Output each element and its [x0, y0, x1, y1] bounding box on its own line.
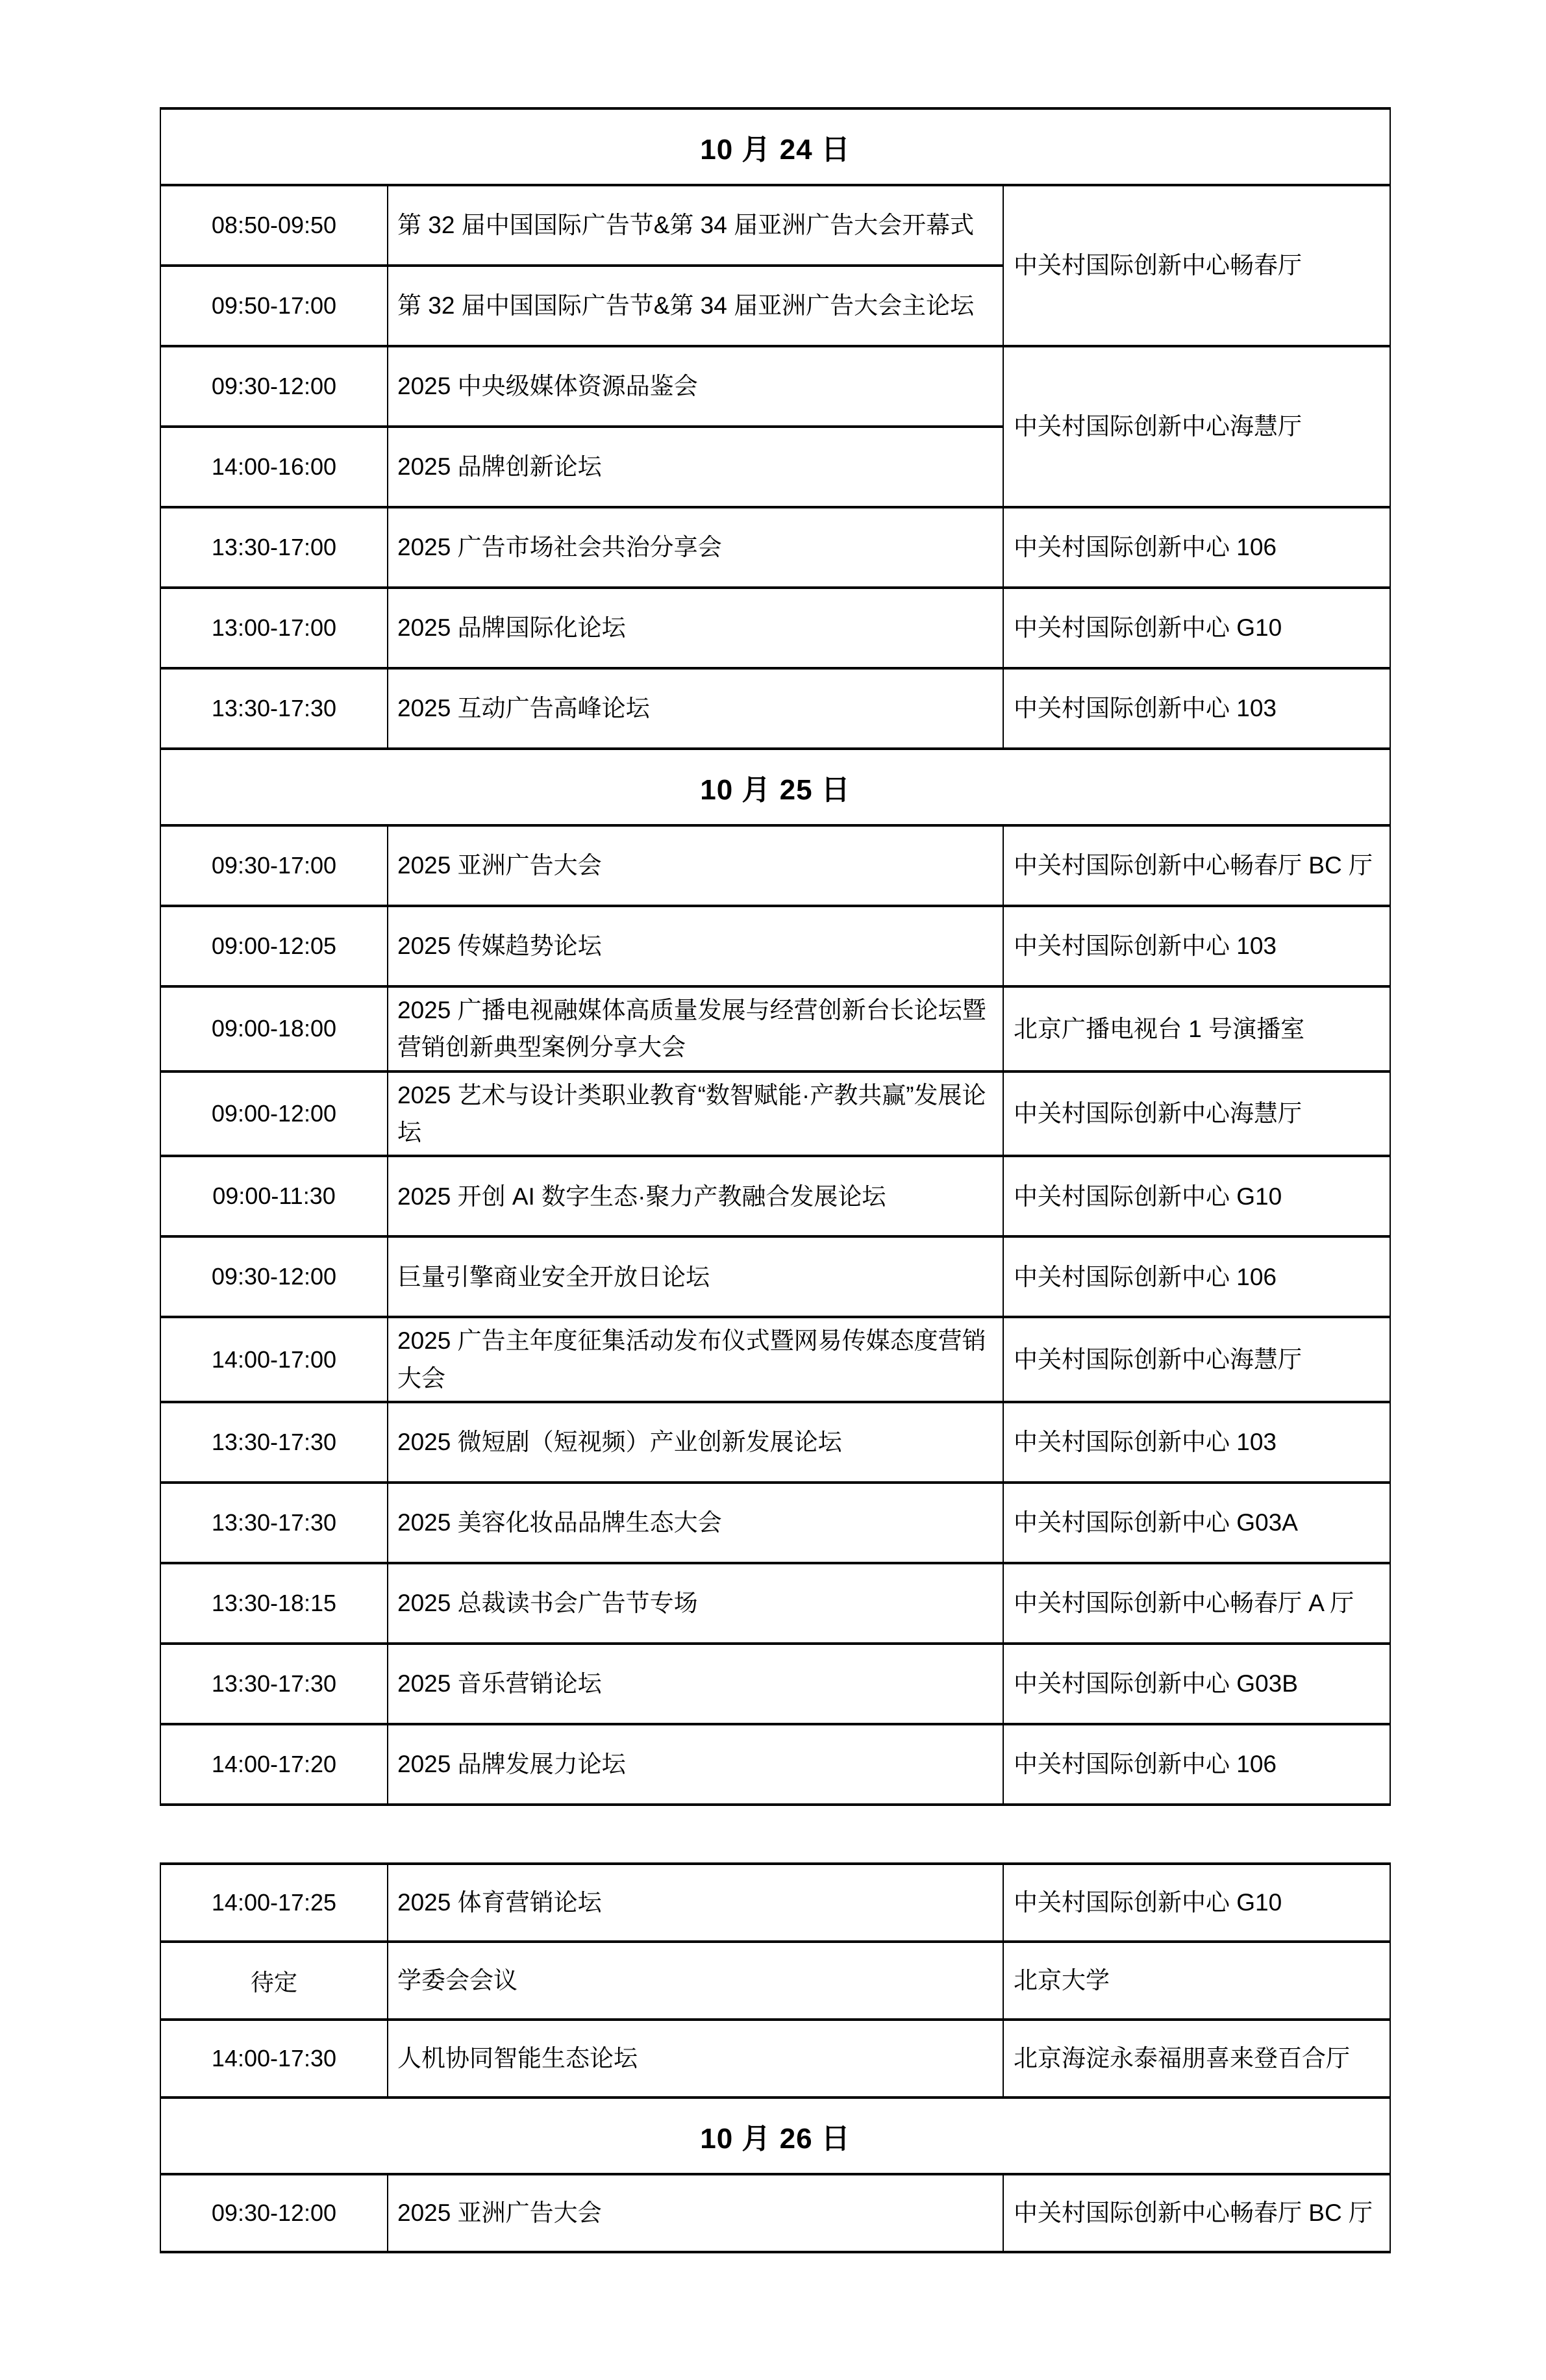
- time-cell: 14:00-17:00: [160, 1317, 388, 1402]
- event-cell: 2025 品牌创新论坛: [388, 427, 1003, 507]
- schedule-row: [160, 1563, 1390, 1644]
- schedule-row: [160, 1071, 1390, 1157]
- event-cell: 2025 广播电视融媒体高质量发展与经营创新台长论坛暨营销创新典型案例分享大会: [388, 986, 1003, 1071]
- location-cell: 中关村国际创新中心海慧厅: [1003, 1317, 1390, 1402]
- event-cell: 2025 开创 AI 数字生态·聚力产教融合发展论坛: [388, 1156, 1003, 1236]
- event-cell: 2025 广告主年度征集活动发布仪式暨网易传媒态度营销大会: [388, 1317, 1003, 1402]
- time-cell: 13:30-17:30: [160, 1483, 388, 1563]
- event-cell: 2025 体育营销论坛: [388, 1864, 1003, 1942]
- location-cell: 中关村国际创新中心 103: [1003, 906, 1390, 986]
- location-cell: 中关村国际创新中心 106: [1003, 507, 1390, 588]
- schedule-row: [160, 1317, 1390, 1402]
- schedule-row: [160, 906, 1390, 986]
- schedule-row: [160, 1156, 1390, 1236]
- event-cell: 2025 传媒趋势论坛: [388, 906, 1003, 986]
- time-cell: 13:30-17:30: [160, 1402, 388, 1483]
- event-cell: 2025 总裁读书会广告节专场: [388, 1563, 1003, 1644]
- location-cell: 中关村国际创新中心海慧厅: [1003, 1071, 1390, 1157]
- event-cell: 2025 互动广告高峰论坛: [388, 668, 1003, 749]
- location-cell: 北京广播电视台 1 号演播室: [1003, 986, 1390, 1071]
- event-cell: 第 32 届中国国际广告节&第 34 届亚洲广告大会主论坛: [388, 266, 1003, 346]
- schedule-row: [160, 185, 1390, 266]
- schedule-table-body: [160, 1864, 1390, 2252]
- time-cell: 14:00-16:00: [160, 427, 388, 507]
- time-cell: 08:50-09:50: [160, 185, 388, 266]
- schedule-row: [160, 1644, 1390, 1724]
- schedule-row: [160, 1236, 1390, 1317]
- time-cell: 09:00-11:30: [160, 1156, 388, 1236]
- location-cell: 北京海淀永泰福朋喜来登百合厅: [1003, 2020, 1390, 2098]
- schedule-row: [160, 2020, 1390, 2098]
- time-cell: 13:00-17:00: [160, 588, 388, 668]
- location-cell: 中关村国际创新中心 G10: [1003, 1864, 1390, 1942]
- location-cell: 中关村国际创新中心 G10: [1003, 588, 1390, 668]
- schedule-row: [160, 986, 1390, 1071]
- time-cell: 09:30-12:00: [160, 2174, 388, 2252]
- schedule-table-day26: [160, 1862, 1391, 2253]
- schedule-row: [160, 825, 1390, 906]
- event-cell: 2025 音乐营销论坛: [388, 1644, 1003, 1724]
- time-cell: 13:30-17:30: [160, 1644, 388, 1724]
- schedule-row: [160, 2174, 1390, 2252]
- time-cell: 待定: [160, 1942, 388, 2020]
- event-cell: 2025 艺术与设计类职业教育“数智赋能·产教共赢”发展论坛: [388, 1071, 1003, 1157]
- date-header: 10 月 25 日: [160, 749, 1390, 825]
- event-cell: 2025 中央级媒体资源品鉴会: [388, 346, 1003, 427]
- time-cell: 13:30-17:30: [160, 668, 388, 749]
- time-cell: 09:00-18:00: [160, 986, 388, 1071]
- time-cell: 09:30-12:00: [160, 1236, 388, 1317]
- schedule-row: [160, 1724, 1390, 1805]
- schedule-row: [160, 1483, 1390, 1563]
- event-cell: 2025 亚洲广告大会: [388, 825, 1003, 906]
- event-cell: 2025 美容化妆品品牌生态大会: [388, 1483, 1003, 1563]
- time-cell: 09:00-12:05: [160, 906, 388, 986]
- location-cell: 中关村国际创新中心畅春厅 A 厅: [1003, 1563, 1390, 1644]
- location-cell: 中关村国际创新中心 G03B: [1003, 1644, 1390, 1724]
- time-cell: 13:30-18:15: [160, 1563, 388, 1644]
- event-cell: 学委会会议: [388, 1942, 1003, 2020]
- location-cell: 中关村国际创新中心 106: [1003, 1724, 1390, 1805]
- location-cell: 中关村国际创新中心 G03A: [1003, 1483, 1390, 1563]
- event-cell: 2025 广告市场社会共治分享会: [388, 507, 1003, 588]
- event-cell: 2025 微短剧（短视频）产业创新发展论坛: [388, 1402, 1003, 1483]
- schedule-row: [160, 588, 1390, 668]
- event-cell: 巨量引擎商业安全开放日论坛: [388, 1236, 1003, 1317]
- schedule-row: [160, 507, 1390, 588]
- location-cell: 中关村国际创新中心 103: [1003, 668, 1390, 749]
- date-header: 10 月 24 日: [160, 108, 1390, 185]
- time-cell: 14:00-17:20: [160, 1724, 388, 1805]
- location-cell: 中关村国际创新中心畅春厅 BC 厅: [1003, 825, 1390, 906]
- location-cell: 中关村国际创新中心海慧厅: [1003, 346, 1390, 507]
- event-cell: 2025 品牌国际化论坛: [388, 588, 1003, 668]
- location-cell: 中关村国际创新中心 G10: [1003, 1156, 1390, 1236]
- time-cell: 09:50-17:00: [160, 266, 388, 346]
- schedule-row: [160, 1402, 1390, 1483]
- schedule-row: [160, 1864, 1390, 1942]
- time-cell: 09:30-17:00: [160, 825, 388, 906]
- location-cell: 中关村国际创新中心畅春厅: [1003, 185, 1390, 346]
- time-cell: 09:30-12:00: [160, 346, 388, 427]
- schedule-row: [160, 1942, 1390, 2020]
- location-cell: 中关村国际创新中心 106: [1003, 1236, 1390, 1317]
- location-cell: 中关村国际创新中心畅春厅 BC 厅: [1003, 2174, 1390, 2252]
- date-header: 10 月 26 日: [160, 2098, 1390, 2174]
- event-cell: 第 32 届中国国际广告节&第 34 届亚洲广告大会开幕式: [388, 185, 1003, 266]
- schedule-row: [160, 346, 1390, 427]
- date-header-row: [160, 749, 1390, 825]
- event-cell: 2025 亚洲广告大会: [388, 2174, 1003, 2252]
- location-cell: 北京大学: [1003, 1942, 1390, 2020]
- time-cell: 14:00-17:25: [160, 1864, 388, 1942]
- event-cell: 2025 品牌发展力论坛: [388, 1724, 1003, 1805]
- time-cell: 14:00-17:30: [160, 2020, 388, 2098]
- date-header-row: [160, 2098, 1390, 2174]
- time-cell: 09:00-12:00: [160, 1071, 388, 1157]
- event-cell: 人机协同智能生态论坛: [388, 2020, 1003, 2098]
- schedule-table-body: [160, 108, 1390, 1805]
- location-cell: 中关村国际创新中心 103: [1003, 1402, 1390, 1483]
- schedule-row: [160, 668, 1390, 749]
- date-header-row: [160, 108, 1390, 185]
- time-cell: 13:30-17:00: [160, 507, 388, 588]
- schedule-table-day24-25: [160, 107, 1391, 1806]
